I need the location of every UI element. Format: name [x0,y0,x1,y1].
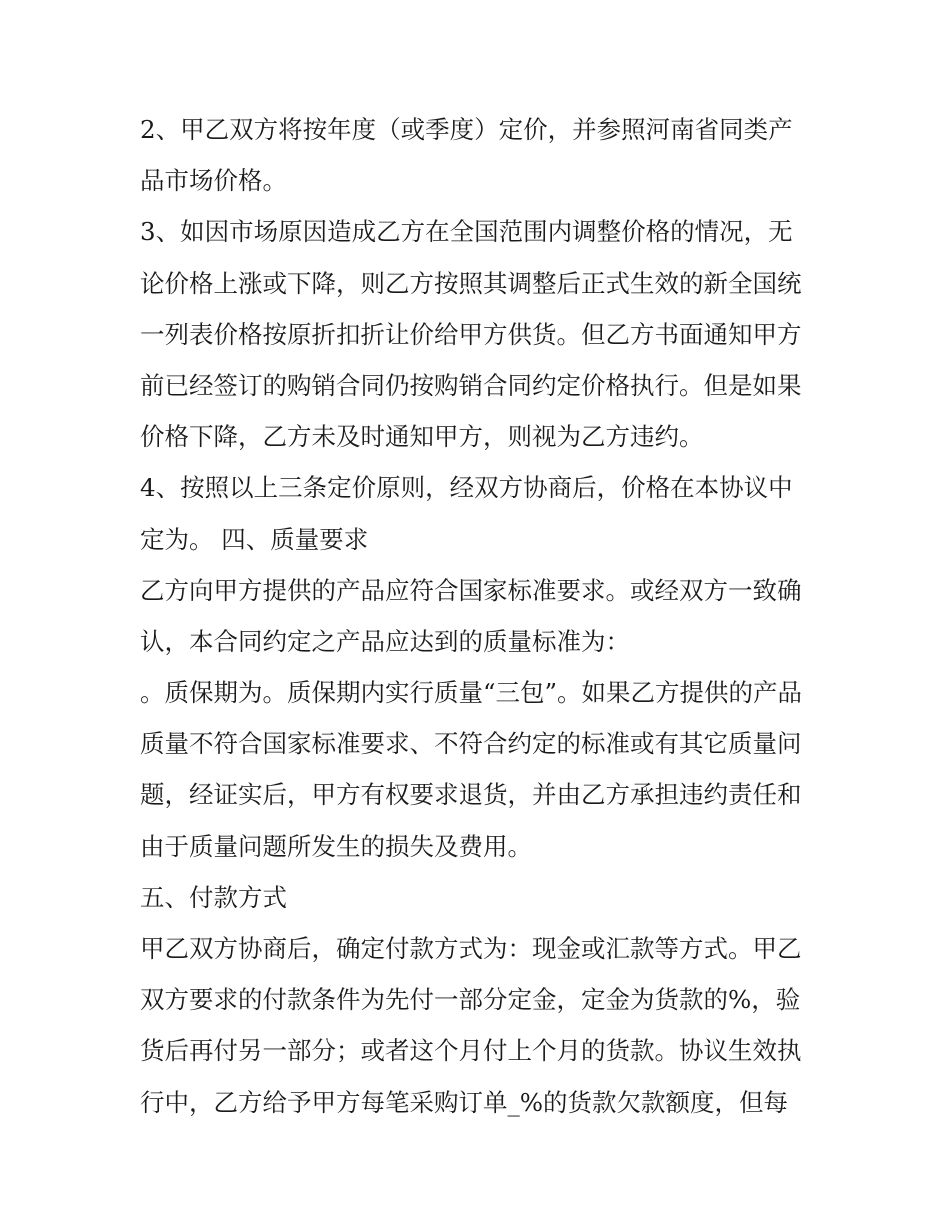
text-line: 质量不符合国家标准要求、不符合约定的标准或有其它质量问 [140,729,802,759]
text-line: 行中，乙方给予甲方每笔采购订单_%的货款欠款额度，但每 [140,1087,789,1117]
text-line: 价格下降，乙方未及时通知甲方，则视为乙方违约。 [140,422,704,452]
text-line: 论价格上涨或下降，则乙方按照其调整后正式生效的新全国统 [140,268,802,298]
text-line: 双方要求的付款条件为先付一部分定金，定金为货款的%，验 [140,985,801,1015]
text-line: 货后再付另一部分；或者这个月付上个月的货款。协议生效执 [140,1036,802,1066]
text-line: 题，经证实后，甲方有权要求退货，并由乙方承担违约责任和 [140,780,802,810]
text-line: 认，本合同约定之产品应达到的质量标准为： [140,626,630,656]
text-line: 3、如因市场原因造成乙方在全国范围内调整价格的情况，无 [140,217,793,247]
document-body [140,104,820,1128]
text-line: 甲乙双方协商后，确定付款方式为：现金或汇款等方式。甲乙 [140,934,802,963]
section-heading: 五、付款方式 [140,882,287,912]
text-line: 。质保期为。质保期内实行质量“三包”。如果乙方提供的产品 [140,678,803,708]
text-line: 品市场价格。 [140,166,287,196]
text-line: 前已经签订的购销合同仍按购销合同约定价格执行。但是如果 [140,370,802,400]
text-line: 由于质量问题所发生的损失及费用。 [140,831,532,861]
text-line: 乙方向甲方提供的产品应符合国家标准要求。或经双方一致确 [140,575,802,605]
text-line: 一列表价格按原折扣折让价给甲方供货。但乙方书面通知甲方 [140,319,802,349]
text-line: 2、甲乙双方将按年度（或季度）定价，并参照河南省同类产 [140,115,793,144]
text-line: 4、按照以上三条定价原则，经双方协商后，价格在本协议中 [140,473,793,503]
text-line: 定为。 四、质量要求 [140,524,369,554]
